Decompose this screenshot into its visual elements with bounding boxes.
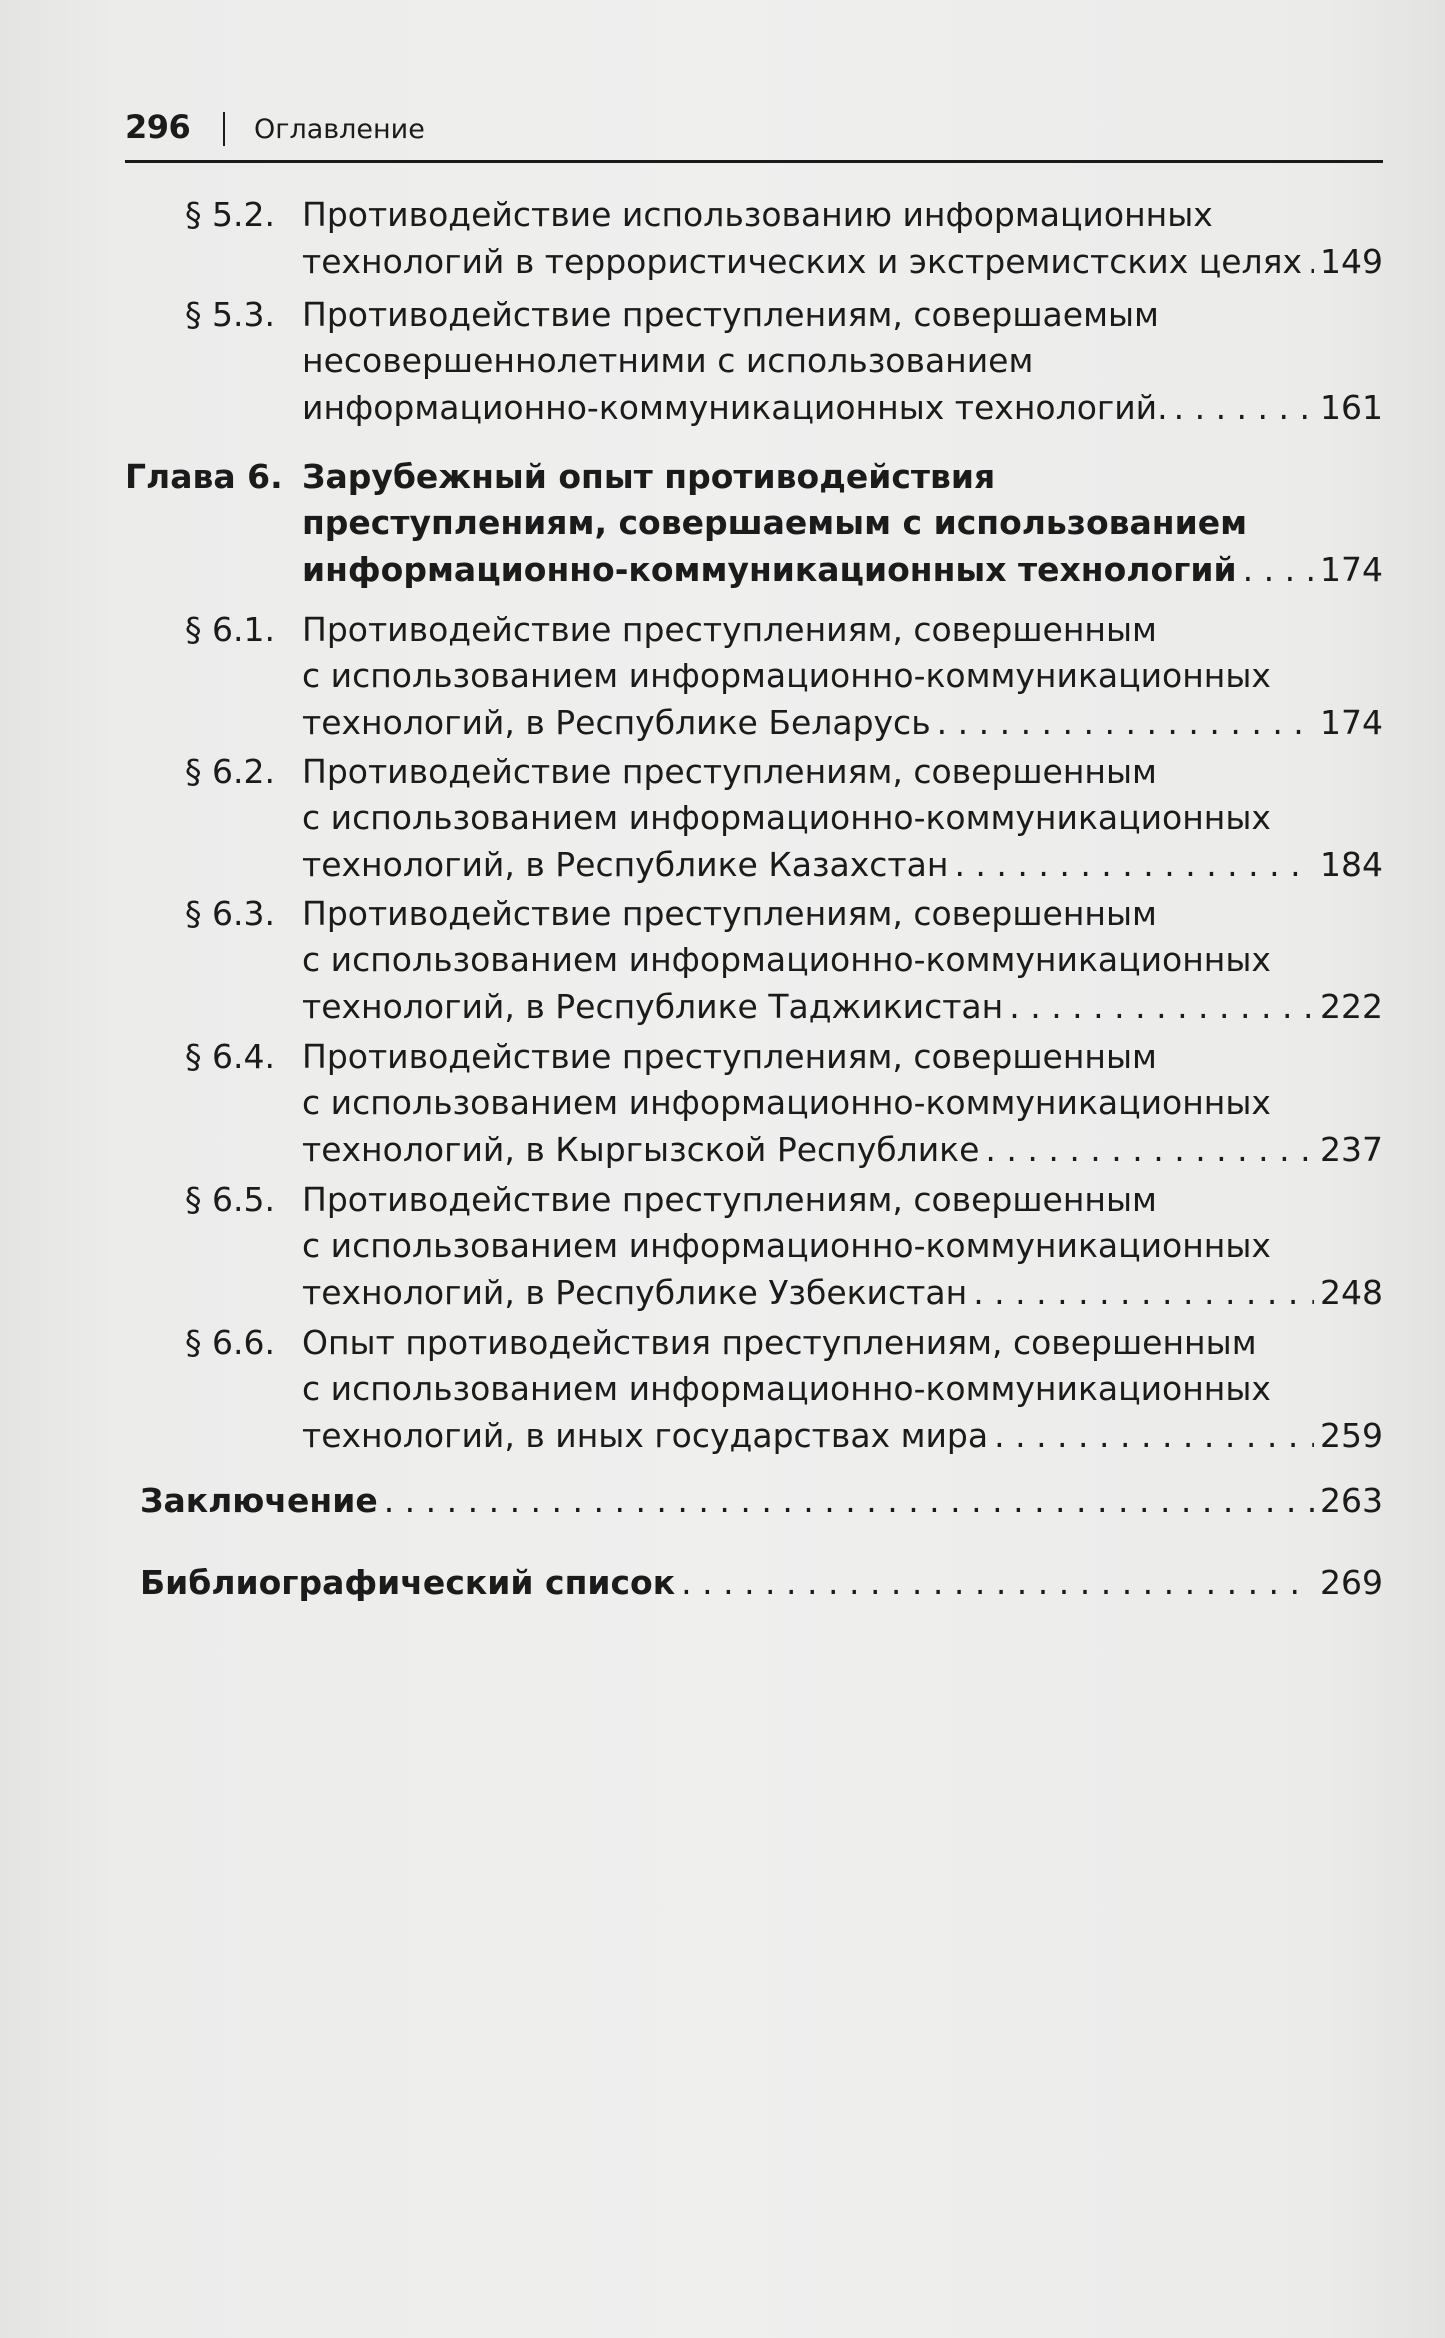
dot-leader [1009,987,1314,1026]
header-separator [223,112,225,146]
entry-page: 222 [1320,987,1383,1026]
entry-title-line: с использованием информационно-коммуникационных [302,1369,1271,1408]
entry-last-line [302,1273,1383,1312]
entry-title-line: Опыт противодействия преступлениям, совершенным [302,1323,1257,1362]
toc-bibliography[interactable] [140,1563,1383,1602]
entry-page: 149 [1320,242,1383,281]
dot-leader [1243,550,1314,589]
entry-title-last: технологий, в Республике Таджикистан [302,987,1004,1026]
page-number: 296 [125,108,191,146]
entry-title-last: технологий, в Республике Беларусь [302,703,931,742]
entry-title-line: Противодействие преступлениям, совершенным [302,1037,1157,1076]
entry-page: 184 [1320,845,1383,884]
entry-last-line [302,1130,1383,1169]
entry-title-line: несовершеннолетними с использованием [302,341,1034,380]
dot-leader [1174,388,1314,427]
entry-label: § 6.4. [185,1037,275,1076]
dot-leader [954,845,1314,884]
entry-page: 237 [1320,1130,1383,1169]
entry-last-line [302,388,1383,427]
entry-label: § 5.2. [185,195,275,234]
entry-title-line: Противодействие преступлениям, совершаемым [302,295,1159,334]
entry-title-line: Противодействие использованию информационных [302,195,1213,234]
entry-label: § 6.6. [185,1323,275,1362]
entry-title-line: с использованием информационно-коммуникационных [302,1226,1271,1265]
bibliography-page: 269 [1320,1563,1383,1602]
dot-leader [681,1563,1314,1602]
header-title: Оглавление [254,114,425,145]
entry-page: 248 [1320,1273,1383,1312]
entry-label: § 6.3. [185,894,275,933]
entry-title-last: технологий в террористических и экстремистских целях [302,242,1303,281]
entry-last-line [302,1416,1383,1455]
dot-leader [973,1273,1314,1312]
bibliography-title: Библиографический список [140,1563,676,1602]
entry-page: 174 [1320,703,1383,742]
conclusion-title: Заключение [140,1481,378,1520]
chapter-title-line: преступлениям, совершаемым с использованием [302,503,1248,542]
entry-last-line [302,987,1383,1026]
conclusion-page: 263 [1320,1481,1383,1520]
entry-title-line: с использованием информационно-коммуникационных [302,798,1271,837]
entry-label: § 6.1. [185,610,275,649]
toc-conclusion[interactable] [140,1481,1383,1520]
entry-label: § 5.3. [185,295,275,334]
dot-leader [937,703,1314,742]
dot-leader [384,1481,1314,1520]
chapter-label: Глава 6. [125,457,283,496]
entry-title-line: с использованием информационно-коммуникационных [302,1083,1271,1122]
entry-title-last: технологий, в Республике Узбекистан [302,1273,968,1312]
dot-leader [985,1130,1314,1169]
entry-page: 161 [1320,388,1383,427]
entry-title-line: Противодействие преступлениям, совершенным [302,752,1157,791]
dot-leader [1308,242,1314,281]
entry-title-last: технологий, в Республике Казахстан [302,845,949,884]
header-rule [125,160,1383,163]
entry-title-line: Противодействие преступлениям, совершенным [302,610,1157,649]
entry-title-last: технологий, в Кыргызской Республике [302,1130,980,1169]
running-header [125,108,1383,158]
entry-title-last: информационно-коммуникационных технологий. [302,388,1168,427]
entry-last-line [302,703,1383,742]
entry-title-line: Противодействие преступлениям, совершенным [302,1180,1157,1219]
chapter-page: 174 [1320,550,1383,589]
entry-label: § 6.5. [185,1180,275,1219]
entry-title-line: с использованием информационно-коммуникационных [302,940,1271,979]
entry-title-last: технологий, в иных государствах мира [302,1416,989,1455]
dot-leader [994,1416,1314,1455]
chapter-last-line [302,550,1383,589]
entry-title-line: Противодействие преступлениям, совершенным [302,894,1157,933]
chapter-title-line: Зарубежный опыт противодействия [302,457,996,496]
entry-last-line [302,845,1383,884]
chapter-title-last: информационно-коммуникационных технологий [302,550,1237,589]
entry-label: § 6.2. [185,752,275,791]
entry-last-line [302,242,1383,281]
entry-title-line: с использованием информационно-коммуникационных [302,656,1271,695]
entry-page: 259 [1320,1416,1383,1455]
